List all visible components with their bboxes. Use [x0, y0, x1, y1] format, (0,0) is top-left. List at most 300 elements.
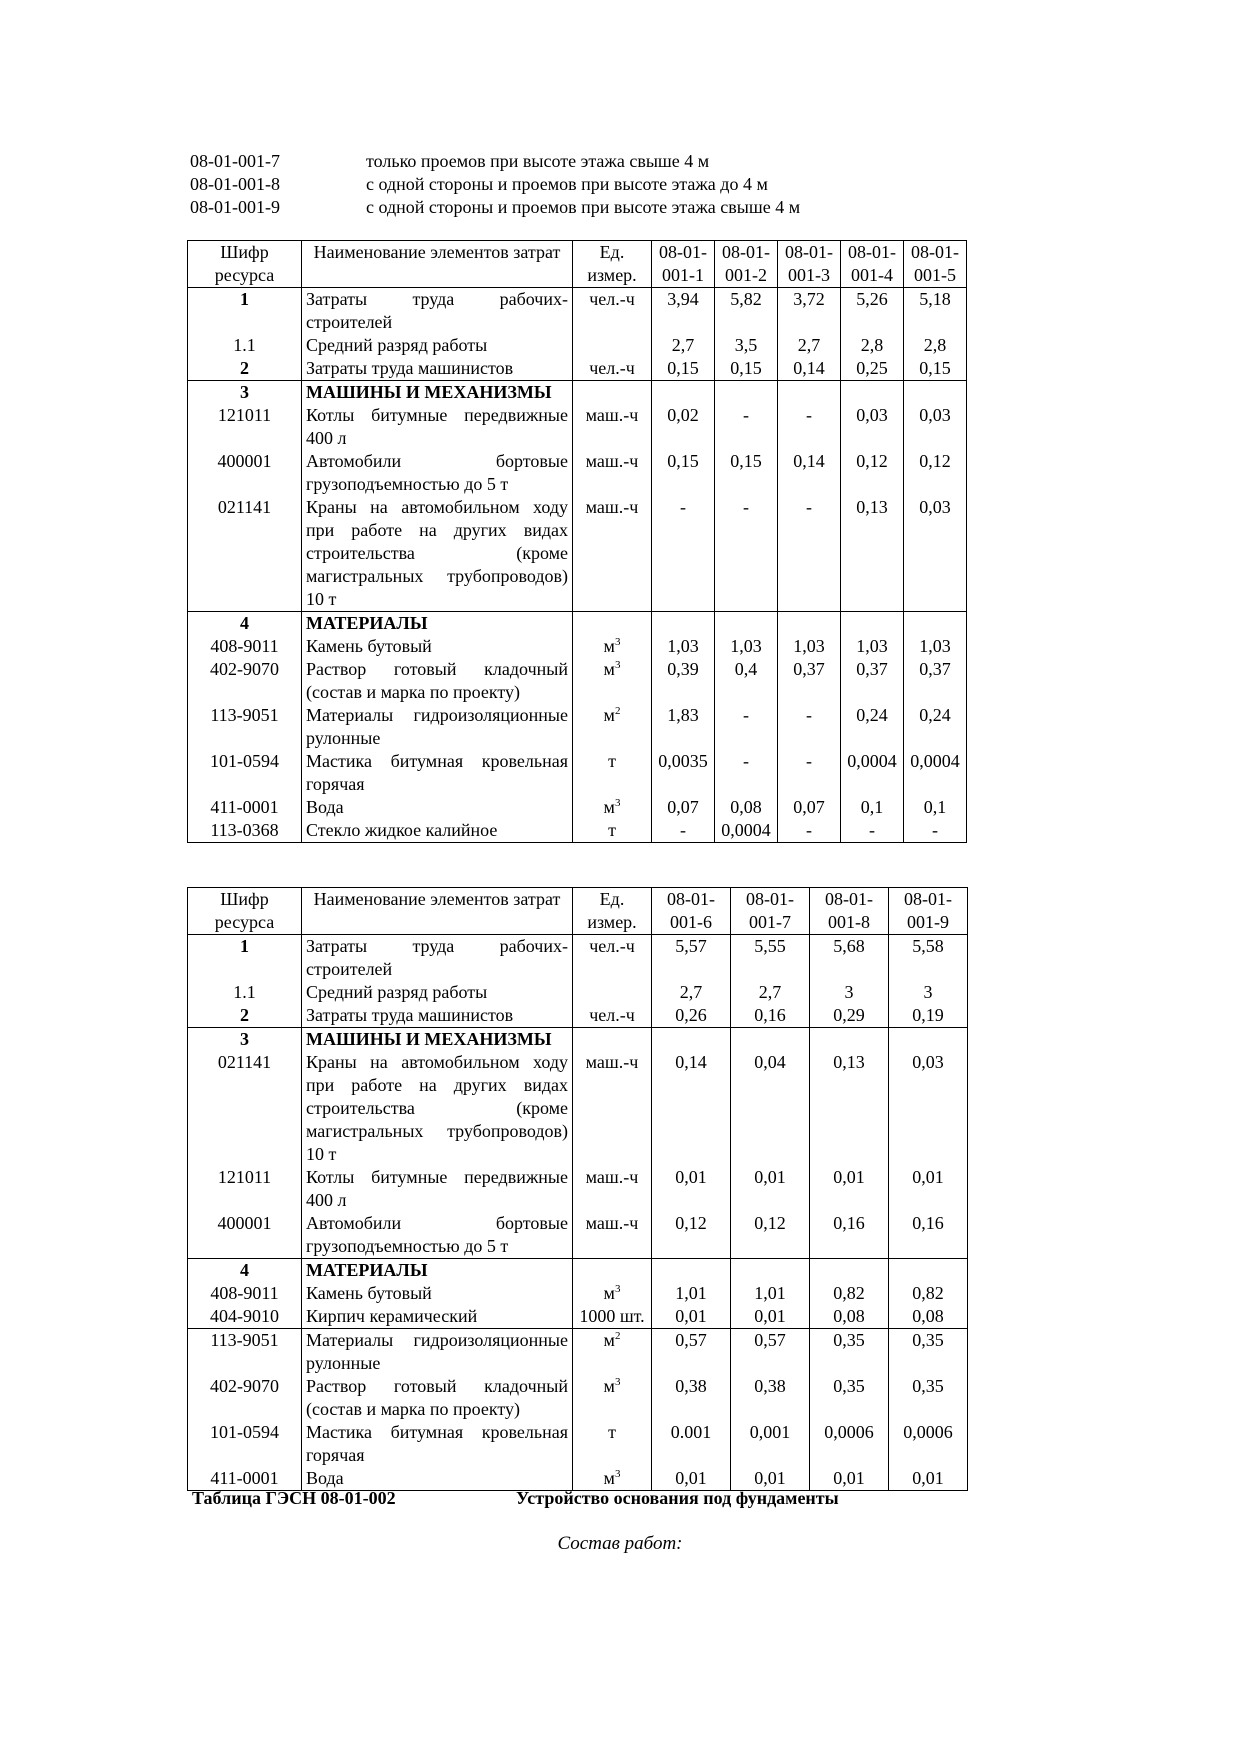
resource-unit	[573, 981, 652, 1004]
unit-text: м	[603, 1468, 615, 1488]
resource-name: Затраты труда машинистов	[302, 1004, 573, 1028]
resource-unit	[573, 1375, 652, 1421]
unit-exponent: 3	[614, 659, 621, 671]
header-column-code	[810, 888, 889, 935]
table-row	[188, 496, 967, 612]
resource-value: 0,01	[810, 1166, 889, 1212]
resource-name: Краны на автомобильном ходу при работе на других видах строительства (кроме магистральных трубопроводов) 10 т	[302, 496, 573, 612]
resource-code: 101-0594	[210, 751, 279, 771]
resource-value: 0,19	[889, 1004, 968, 1028]
resource-unit	[573, 658, 652, 704]
resource-value: 0,24	[904, 704, 967, 750]
intro-text: с одной стороны и проемов при высоте этажа до 4 м	[366, 174, 768, 194]
resource-value: 0,01	[731, 1467, 810, 1491]
unit-text: т	[608, 1422, 616, 1442]
header-unit	[573, 888, 652, 935]
table-row	[188, 1375, 968, 1421]
header-column-code	[889, 888, 968, 935]
resource-name: Затраты труда рабочих-строителей	[302, 288, 573, 335]
header-column-code-line: 08-01-	[659, 242, 707, 262]
table-title: Устройство основания под фундаменты	[516, 1488, 839, 1508]
resource-code: 4	[240, 1260, 249, 1280]
resource-value: 0,16	[810, 1212, 889, 1259]
table-row	[188, 1259, 968, 1283]
table-row	[188, 404, 967, 450]
header-column-code-line: 001-8	[828, 912, 870, 932]
header-column-code	[715, 241, 778, 288]
header-column-code-line: 001-5	[914, 265, 956, 285]
resource-value: 0,0035	[652, 750, 715, 796]
section-subtitle: Состав работ:	[557, 1533, 683, 1554]
table-row	[188, 1166, 968, 1212]
resource-value: 1,03	[715, 635, 778, 658]
resource-value: 0,01	[810, 1467, 889, 1491]
table-row	[188, 381, 967, 405]
resource-value	[652, 1028, 731, 1052]
resource-value	[810, 1028, 889, 1052]
table-row	[188, 612, 967, 636]
resource-code: 1.1	[233, 335, 256, 355]
resource-value: 0,12	[904, 450, 967, 496]
resource-code: 121011	[217, 1167, 272, 1187]
table-row	[188, 658, 967, 704]
resource-value: 0,82	[810, 1282, 889, 1305]
resource-value: 0,08	[889, 1305, 968, 1329]
resource-value: 0,15	[715, 357, 778, 381]
resource-value: 1,01	[731, 1282, 810, 1305]
table-row	[188, 450, 967, 496]
resource-code: 408-9011	[210, 1283, 279, 1303]
header-column-code	[841, 241, 904, 288]
resource-value	[778, 612, 841, 636]
table-label: Таблица ГЭСН 08-01-002	[192, 1488, 396, 1508]
header-column-code-line: 001-6	[670, 912, 712, 932]
resource-value: 0,01	[889, 1467, 968, 1491]
resource-code: 4	[240, 613, 249, 633]
resource-value	[652, 1259, 731, 1283]
resource-name: Краны на автомобильном ходу при работе на других видах строительства (кроме магистральных трубопроводов) 10 т	[302, 1051, 573, 1166]
resource-value: 0,01	[731, 1305, 810, 1329]
resource-name: Стекло жидкое калийное	[302, 819, 573, 843]
resource-value: 0,03	[904, 404, 967, 450]
header-column-code	[731, 888, 810, 935]
header-code-line: Шифр	[220, 889, 269, 909]
header-unit-line: Ед.	[599, 889, 625, 909]
intro-text: только проемов при высоте этажа свыше 4 м	[366, 151, 710, 171]
resource-unit	[573, 1467, 652, 1491]
resource-value: 0,01	[652, 1467, 731, 1491]
resource-value: 0,0006	[810, 1421, 889, 1467]
header-column-code-line: 08-01-	[911, 242, 959, 262]
resource-code: 400001	[188, 1212, 302, 1259]
resource-value: 2,8	[904, 334, 967, 357]
resource-value: 0,16	[889, 1212, 968, 1259]
resource-value: -	[715, 750, 778, 796]
resource-value: 0,01	[652, 1166, 731, 1212]
header-code	[188, 241, 302, 288]
resource-value	[841, 381, 904, 405]
table-row	[188, 1329, 968, 1376]
resource-unit	[573, 1305, 652, 1329]
resource-code: 1.1	[233, 982, 256, 1002]
table-row	[188, 1004, 968, 1028]
unit-text: м	[603, 636, 615, 656]
header-code	[188, 888, 302, 935]
resource-unit	[573, 288, 652, 335]
resource-value: 0,35	[889, 1329, 968, 1376]
resource-value: 0,14	[778, 357, 841, 381]
resource-value: -	[778, 704, 841, 750]
resource-name: МАШИНЫ И МЕХАНИЗМЫ	[302, 1028, 573, 1052]
resource-code: 411-0001	[210, 1468, 279, 1488]
resource-value: 0,37	[841, 658, 904, 704]
resource-unit	[573, 796, 652, 819]
resource-value: -	[715, 704, 778, 750]
resource-value: 0,0004	[841, 750, 904, 796]
resource-value: 5,68	[810, 935, 889, 982]
resource-value: 0,15	[652, 450, 715, 496]
resource-unit	[573, 750, 652, 796]
resource-value	[841, 612, 904, 636]
resource-name: Затраты труда машинистов	[302, 357, 573, 381]
resource-name: Котлы битумные передвижные 400 л	[302, 404, 573, 450]
resource-value: 0,08	[715, 796, 778, 819]
header-column-code-line: 08-01-	[746, 889, 794, 909]
resource-value	[778, 381, 841, 405]
header-column-code-line: 001-9	[907, 912, 949, 932]
table-row	[188, 704, 967, 750]
resource-name: Затраты труда рабочих-строителей	[302, 935, 573, 982]
table-row	[188, 635, 967, 658]
resource-value: 0,26	[652, 1004, 731, 1028]
resource-value	[889, 1028, 968, 1052]
resource-code: 1	[240, 936, 249, 956]
resource-unit	[573, 1259, 652, 1283]
unit-text: маш.-ч	[585, 451, 639, 471]
resource-value: -	[778, 750, 841, 796]
table-row	[188, 1421, 968, 1467]
resource-value: -	[652, 496, 715, 612]
header-column-code-line: 08-01-	[904, 889, 952, 909]
resource-value: 0,35	[889, 1375, 968, 1421]
header-column-code	[778, 241, 841, 288]
unit-text: чел.-ч	[589, 1005, 635, 1025]
table-row	[188, 981, 968, 1004]
resource-value: 0,82	[889, 1282, 968, 1305]
resource-unit	[573, 1282, 652, 1305]
resource-name: МАТЕРИАЛЫ	[302, 612, 573, 636]
resource-value: 0,12	[731, 1212, 810, 1259]
unit-text: т	[608, 751, 616, 771]
resource-value: 1,03	[904, 635, 967, 658]
resource-value: -	[715, 404, 778, 450]
unit-text: т	[608, 820, 616, 840]
resource-value: 3,5	[715, 334, 778, 357]
table-row	[188, 288, 967, 335]
resource-table-2	[187, 887, 968, 1491]
resource-value: 0,39	[652, 658, 715, 704]
unit-exponent: 3	[614, 636, 621, 648]
resource-table-1	[187, 240, 967, 843]
unit-text: м	[603, 797, 615, 817]
intro-line	[190, 173, 800, 196]
unit-text: маш.-ч	[585, 497, 639, 517]
table-header-row	[188, 888, 968, 935]
header-column-code	[904, 241, 967, 288]
resource-value: 0,07	[652, 796, 715, 819]
resource-value: 3,94	[652, 288, 715, 335]
intro-code: 08-01-001-8	[190, 174, 280, 194]
resource-unit	[573, 1004, 652, 1028]
header-column-code-line: 001-2	[725, 265, 767, 285]
header-name-line: Наименование элементов затрат	[313, 889, 561, 909]
resource-value	[904, 612, 967, 636]
resource-code: 1	[240, 289, 249, 309]
resource-unit	[573, 1051, 652, 1166]
resource-value: 3,72	[778, 288, 841, 335]
resource-value: 5,82	[715, 288, 778, 335]
resource-code: 121011	[217, 405, 272, 425]
resource-value: -	[778, 404, 841, 450]
resource-value: -	[778, 819, 841, 843]
table-row	[188, 334, 967, 357]
resource-code: 408-9011	[210, 636, 279, 656]
resource-code: 2	[188, 1004, 302, 1028]
resource-name: Мастика битумная кровельная горячая	[302, 750, 573, 796]
resource-value	[731, 1028, 810, 1052]
resource-value: 0,14	[778, 450, 841, 496]
header-code-line: ресурса	[214, 265, 275, 285]
unit-text: м	[603, 659, 615, 679]
resource-name: МАШИНЫ И МЕХАНИЗМЫ	[302, 381, 573, 405]
header-column-code-line: 08-01-	[785, 242, 833, 262]
resource-value: 0,01	[652, 1305, 731, 1329]
resource-unit	[573, 612, 652, 636]
table-header-row	[188, 241, 967, 288]
header-code-line: Шифр	[220, 242, 269, 262]
resource-value: 0,1	[841, 796, 904, 819]
resource-value: 0,14	[652, 1051, 731, 1166]
resource-value: 0,57	[731, 1329, 810, 1376]
intro-text: с одной стороны и проемов при высоте этажа свыше 4 м	[366, 197, 801, 217]
resource-name: Раствор готовый кладочный (состав и марка по проекту)	[302, 1375, 573, 1421]
header-name	[302, 888, 573, 935]
resource-value: 0,0004	[904, 750, 967, 796]
header-column-code-line: 08-01-	[825, 889, 873, 909]
resource-value	[810, 1259, 889, 1283]
header-unit-line: Ед.	[599, 242, 625, 262]
resource-name: Камень бутовый	[302, 1282, 573, 1305]
unit-text: м	[603, 1283, 615, 1303]
header-column-code-line: 001-1	[662, 265, 704, 285]
resource-code: 113-9051	[210, 1330, 279, 1350]
header-name	[302, 241, 573, 288]
header-column-code-line: 001-7	[749, 912, 791, 932]
resource-value: 5,57	[652, 935, 731, 982]
resource-code: 021141	[188, 496, 302, 612]
resource-value: 0,37	[778, 658, 841, 704]
resource-value: 0,38	[731, 1375, 810, 1421]
resource-name: МАТЕРИАЛЫ	[302, 1259, 573, 1283]
resource-value: -	[715, 496, 778, 612]
resource-value: 0,12	[841, 450, 904, 496]
unit-text: чел.-ч	[589, 358, 635, 378]
resource-value: -	[904, 819, 967, 843]
resource-value: 1,03	[841, 635, 904, 658]
resource-name: Кирпич керамический	[302, 1305, 573, 1329]
resource-code: 021141	[217, 1052, 272, 1072]
resource-value: 0,4	[715, 658, 778, 704]
resource-value: 0,16	[731, 1004, 810, 1028]
header-name-line: Наименование элементов затрат	[313, 242, 561, 262]
resource-code: 2	[188, 357, 302, 381]
resource-value: 0,01	[731, 1166, 810, 1212]
table-row	[188, 357, 967, 381]
intro-list	[190, 150, 800, 219]
header-code-line: ресурса	[214, 912, 275, 932]
resource-unit	[573, 1329, 652, 1376]
resource-value: 0,03	[889, 1051, 968, 1166]
resource-value: 0,03	[904, 496, 967, 612]
resource-value: 0,02	[652, 404, 715, 450]
resource-unit	[573, 381, 652, 405]
resource-unit	[573, 704, 652, 750]
resource-value: 0,25	[841, 357, 904, 381]
resource-value: 0,001	[731, 1421, 810, 1467]
resource-value	[731, 1259, 810, 1283]
resource-unit	[573, 819, 652, 843]
resource-value: 1,01	[652, 1282, 731, 1305]
resource-name: Котлы битумные передвижные 400 л	[302, 1166, 573, 1212]
resource-value: 2,7	[652, 981, 731, 1004]
resource-value: 5,18	[904, 288, 967, 335]
table-row	[188, 1051, 968, 1166]
resource-value: 0,04	[731, 1051, 810, 1166]
resource-unit	[573, 935, 652, 982]
unit-text: 1000 шт.	[579, 1306, 645, 1326]
resource-name: Материалы гидроизоляционные рулонные	[302, 1329, 573, 1376]
resource-value: 0,57	[652, 1329, 731, 1376]
resource-value	[889, 1259, 968, 1283]
intro-code: 08-01-001-9	[190, 197, 280, 217]
unit-text: м	[603, 1330, 615, 1350]
resource-value: 2,7	[731, 981, 810, 1004]
header-column-code-line: 001-3	[788, 265, 830, 285]
table-row	[188, 1028, 968, 1052]
intro-line	[190, 150, 800, 173]
header-column-code	[652, 888, 731, 935]
unit-text: чел.-ч	[589, 289, 635, 309]
resource-value	[715, 612, 778, 636]
resource-name: Вода	[302, 1467, 573, 1491]
resource-value: 5,55	[731, 935, 810, 982]
resource-unit	[573, 496, 652, 612]
resource-value: 0,1	[904, 796, 967, 819]
resource-code: 411-0001	[210, 797, 279, 817]
resource-value: 0,24	[841, 704, 904, 750]
unit-text: маш.-ч	[585, 1167, 639, 1187]
header-column-code	[652, 241, 715, 288]
resource-value: 0,15	[904, 357, 967, 381]
table-row	[188, 796, 967, 819]
resource-value: 0,37	[904, 658, 967, 704]
header-column-code-line: 08-01-	[722, 242, 770, 262]
resource-value: 0,01	[889, 1166, 968, 1212]
resource-value	[904, 381, 967, 405]
resource-value: 0,08	[810, 1305, 889, 1329]
resource-code: 113-9051	[210, 705, 279, 725]
resource-value: 0,38	[652, 1375, 731, 1421]
unit-text: маш.-ч	[585, 1213, 639, 1233]
resource-name: Средний разряд работы	[302, 334, 573, 357]
resource-value: -	[652, 819, 715, 843]
resource-value: 0,03	[841, 404, 904, 450]
resource-code: 3	[240, 382, 249, 402]
unit-exponent: 3	[614, 797, 621, 809]
unit-exponent: 3	[614, 1468, 621, 1480]
table-row	[188, 1305, 968, 1329]
intro-line	[190, 196, 800, 219]
resource-unit	[573, 334, 652, 357]
resource-value: 0.001	[652, 1421, 731, 1467]
resource-name: Камень бутовый	[302, 635, 573, 658]
resource-value: 1,83	[652, 704, 715, 750]
resource-unit	[573, 1421, 652, 1467]
resource-code: 3	[240, 1029, 249, 1049]
resource-value: 0,0004	[715, 819, 778, 843]
resource-name: Автомобили бортовые грузоподъемностью до 5 т	[302, 1212, 573, 1259]
resource-value: 1,03	[778, 635, 841, 658]
unit-exponent: 3	[614, 1376, 621, 1388]
resource-value	[652, 381, 715, 405]
resource-value: 2,7	[778, 334, 841, 357]
resource-name: Мастика битумная кровельная горячая	[302, 1421, 573, 1467]
resource-name: Автомобили бортовые грузоподъемностью до 5 т	[302, 450, 573, 496]
resource-name: Средний разряд работы	[302, 981, 573, 1004]
resource-value: 0,12	[652, 1212, 731, 1259]
resource-unit	[573, 1212, 652, 1259]
resource-name: Раствор готовый кладочный (состав и марка по проекту)	[302, 658, 573, 704]
header-unit-line: измер.	[587, 912, 637, 932]
header-column-code-line: 08-01-	[667, 889, 715, 909]
resource-value: 1,03	[652, 635, 715, 658]
resource-value: 3	[810, 981, 889, 1004]
resource-code: 402-9070	[210, 659, 279, 679]
resource-value: 0,13	[841, 496, 904, 612]
resource-value: 0,29	[810, 1004, 889, 1028]
resource-value: -	[841, 819, 904, 843]
resource-value: 5,26	[841, 288, 904, 335]
header-column-code-line: 001-4	[851, 265, 893, 285]
table-row	[188, 1212, 968, 1259]
resource-code: 101-0594	[210, 1422, 279, 1442]
resource-value: 2,7	[652, 334, 715, 357]
resource-value: 0,35	[810, 1329, 889, 1376]
resource-value: 0,0006	[889, 1421, 968, 1467]
resource-code: 400001	[217, 451, 272, 471]
resource-code: 402-9070	[210, 1376, 279, 1396]
resource-unit	[573, 404, 652, 450]
resource-value: 0,15	[652, 357, 715, 381]
resource-value: 2,8	[841, 334, 904, 357]
unit-exponent: 2	[614, 705, 621, 717]
resource-code: 113-0368	[210, 820, 279, 840]
resource-name: Материалы гидроизоляционные рулонные	[302, 704, 573, 750]
unit-exponent: 2	[614, 1330, 621, 1342]
resource-unit	[573, 450, 652, 496]
intro-code: 08-01-001-7	[190, 151, 280, 171]
unit-text: м	[603, 1376, 615, 1396]
